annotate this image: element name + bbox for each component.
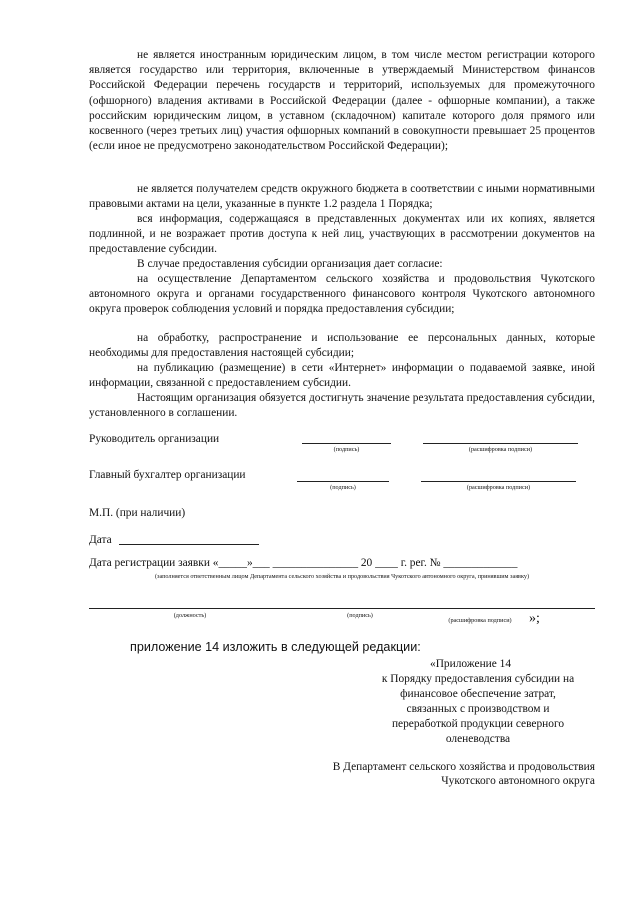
appendix-title: «Приложение 14 [430, 658, 512, 670]
accountant-decode-line [421, 481, 576, 482]
paragraph-consent-intro: В случае предоставления субсидии организация дает согласие: [137, 258, 443, 270]
appendix-line-4: переработкой продукции северного [391, 718, 565, 730]
head-signature-caption: (подпись) [333, 446, 360, 453]
appendix-line-5: оленеводства [445, 733, 511, 745]
registration-line: Дата регистрации заявки «_____»___ _______________ 20 ____ г. рег. № _____________ [89, 557, 518, 569]
head-label: Руководитель организации [89, 433, 220, 445]
addressee-line-1: В Департамент сельского хозяйства и продовольствия [332, 761, 595, 773]
appendix-line-3: связанных с производством и [406, 703, 550, 715]
appendix-line-1: к Порядку предоставления субсидии на [381, 673, 575, 685]
accountant-signature-line [297, 481, 389, 482]
accountant-label: Главный бухгалтер организации [89, 469, 246, 481]
appendix-line-2: финансовое обеспечение затрат, [400, 688, 556, 700]
addressee-line-2: Чукотского автономного округа [441, 775, 595, 787]
closing-quote: »; [529, 611, 540, 626]
stamp-label: М.П. (при наличии) [89, 507, 186, 519]
officer-line [89, 608, 595, 609]
officer-position-caption: (должность) [173, 612, 207, 619]
officer-decode-caption: (расшифровка подписи) [448, 617, 512, 624]
registration-note: (заполняется ответственным лицом Департамента сельского хозяйства и продовольствия Чукотского автономного округа, принявшим заявку) [154, 573, 530, 580]
head-decode-line [423, 443, 578, 444]
officer-signature-caption: (подпись) [347, 612, 373, 619]
paragraph-consent-personal-data: на обработку, распространение и использование ее персональных данных, которые необходимы для предоставления настоящей субсидии; [89, 332, 595, 360]
date-line [119, 544, 259, 545]
paragraph-obligation: Настоящим организация обязуется достигнуть значение результата предоставления субсидии, установленного в соглашении. [89, 392, 595, 420]
paragraph-information: вся информация, содержащаяся в представленных документах или их копиях, является подлинной, и не возражает против доступа к ней лиц, участвующих в рассмотрении документов на предоставление субсидии. [89, 213, 595, 256]
date-label: Дата [89, 534, 112, 546]
head-signature-line [302, 443, 391, 444]
accountant-decode-caption: (расшифровка подписи) [466, 484, 531, 491]
accountant-signature-caption: (подпись) [330, 484, 356, 491]
head-decode-caption: (расшифровка подписи) [468, 446, 533, 453]
paragraph-consent-publication: на публикацию (размещение) в сети «Интернет» информации о подаваемой заявке, иной информации, связанной с предоставлением субсидии. [89, 362, 595, 390]
paragraph-not-recipient: не является получателем средств окружного бюджета в соответствии с иными нормативными правовыми актами на цели, указанные в пункте 1.2 раздела 1 Порядка; [89, 183, 595, 211]
appendix-intro: приложение 14 изложить в следующей редакции: [130, 640, 421, 654]
paragraph-consent-inspection: на осуществление Департаментом сельского хозяйства и продовольствия Чукотского автономного округа и органами государственного финансового контроля Чукотского автономного округа проверок соблюдения условий и порядка предоставления субсидии; [89, 273, 595, 316]
appendix-block [360, 657, 596, 747]
paragraph-offshore: не является иностранным юридическим лицом, в том числе местом регистрации которого является государство или территория, включенные в утверждаемый Министерством финансов Российской Федерации перечень государств и территорий, используемых для промежуточного (офшорного) владения активами в Российской Федерации (далее - офшорные компании), а также российским юридическим лицом, в уставном (складочном) капитале которого доля прямого или косвенного (через третьих лиц) участия офшорных компаний в совокупности превышает 25 процентов (если иное не предусмотрено законодательством Российской Федерации); [89, 49, 595, 153]
